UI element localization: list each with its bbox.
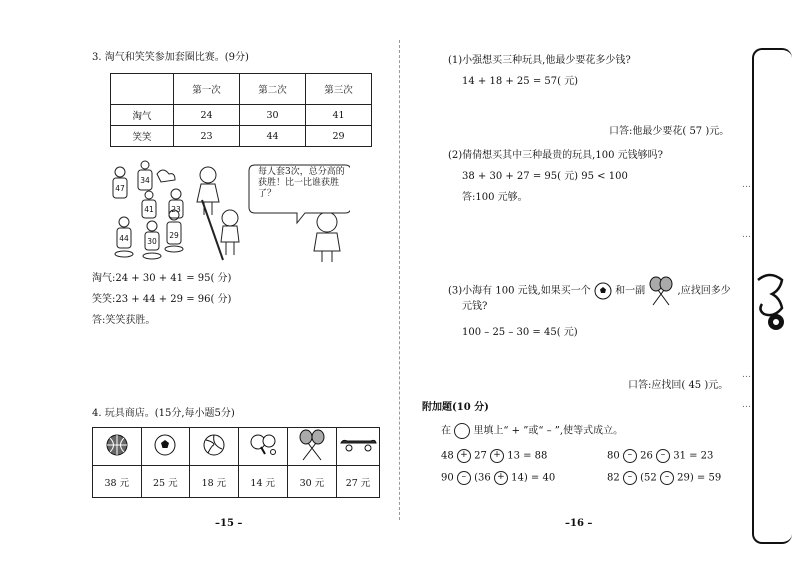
operator-circle[interactable]: – — [656, 449, 670, 463]
q3-question-part: 和一副 — [615, 285, 646, 297]
bottle-number: 41 — [144, 205, 154, 214]
operand: (36 — [474, 472, 491, 484]
bonus-instruction-part: 里填上“ + ”或“ – ”,使等式成立。 — [473, 425, 624, 437]
page-divider — [399, 40, 401, 520]
bottle-number: 29 — [169, 231, 179, 240]
table-cell: 41 — [306, 105, 372, 126]
bottle-number: 23 — [171, 205, 181, 214]
table-header: 第二次 — [240, 74, 306, 105]
bottle-number: 34 — [140, 176, 150, 185]
operand: 27 — [474, 450, 487, 462]
bonus-instruction-part: 在 — [441, 425, 451, 437]
operator-circle[interactable]: – — [457, 471, 471, 485]
table-cell: 23 — [174, 126, 240, 147]
equation-1 — [441, 449, 547, 463]
operator-circle[interactable]: + — [494, 471, 508, 485]
operand: 31 = 23 — [673, 450, 714, 462]
toy-cell — [190, 428, 239, 466]
operand: (52 — [640, 472, 657, 484]
toy-price: 14 元 — [238, 466, 287, 498]
sidebar-dot: … — [742, 400, 751, 410]
q3-question-part: (3)小海有 100 元钱,如果买一个 — [448, 285, 591, 297]
table-cell: 30 — [240, 105, 306, 126]
toy-price: 25 元 — [141, 466, 190, 498]
equation-2 — [607, 449, 713, 463]
operand: 80 — [607, 450, 620, 462]
toy-cell — [93, 428, 142, 466]
table-cell: 24 — [174, 105, 240, 126]
equation-4 — [607, 471, 721, 485]
soccer-ball-icon — [594, 282, 612, 300]
toy-price: 38 元 — [93, 466, 142, 498]
q3-question-cont: 元钱? — [462, 301, 488, 312]
operand: 26 — [640, 450, 653, 462]
toy-cell — [141, 428, 190, 466]
badminton-racket-icon — [297, 429, 327, 461]
q3-title: 3. 淘气和笑笑参加套圈比赛。(9分) — [92, 52, 249, 63]
speech-bubble-text: 每人套3次，总分高的获胜！比一比谁获胜了？ — [258, 167, 345, 199]
q2-answer: 答:100 元够。 — [462, 192, 528, 203]
sidebar-dot: … — [742, 230, 751, 240]
sidebar-dot: … — [742, 180, 751, 190]
row-label: 淘气 — [111, 105, 174, 126]
operator-circle[interactable]: + — [490, 449, 504, 463]
table-header: 第三次 — [306, 74, 372, 105]
toy-cell — [238, 428, 287, 466]
bonus-title: 附加题(10 分) — [422, 402, 489, 413]
equation-3 — [441, 471, 555, 485]
q1-answer: 口答:他最少要花( 57 )元。 — [609, 126, 730, 137]
bonus-instruction — [441, 423, 623, 439]
q3-work: 100 – 25 – 30 = 45( 元) — [462, 327, 578, 338]
q2-work: 38 + 30 + 27 = 95( 元) 95 < 100 — [462, 171, 628, 182]
bottle-number: 47 — [115, 184, 125, 193]
toy-cell — [287, 428, 336, 466]
blank-circle — [454, 423, 470, 439]
page-number-right: –16 – — [565, 518, 593, 529]
operator-circle[interactable]: – — [623, 471, 637, 485]
toy-price: 30 元 — [287, 466, 336, 498]
table-corner — [111, 74, 174, 105]
table-cell: 29 — [306, 126, 372, 147]
operand: 14) = 40 — [511, 472, 556, 484]
toy-shop-table — [92, 427, 380, 498]
operator-circle[interactable]: – — [623, 449, 637, 463]
badminton-racket-icon — [648, 276, 674, 306]
table-cell: 44 — [240, 126, 306, 147]
toy-cell — [337, 428, 380, 466]
table-header: 第一次 — [174, 74, 240, 105]
answer-taoqi: 淘气:24 + 30 + 41 = 95( 分) — [92, 273, 232, 284]
operator-circle[interactable]: + — [457, 449, 471, 463]
toy-price: 27 元 — [337, 466, 380, 498]
operand: 13 = 88 — [507, 450, 548, 462]
score-table — [110, 73, 372, 147]
skateboard-icon — [338, 435, 378, 455]
q1-work: 14 + 18 + 25 = 57( 元) — [462, 76, 579, 87]
sidebar-dot: … — [742, 370, 751, 380]
operator-circle[interactable]: – — [660, 471, 674, 485]
volleyball-icon — [202, 433, 226, 457]
bottle-number: 30 — [147, 237, 157, 246]
brand-logo-icon — [754, 270, 788, 340]
q1-question: (1)小强想买三种玩具,他最少要花多少钱? — [448, 55, 631, 66]
operand: 29) = 59 — [677, 472, 722, 484]
basketball-icon — [105, 433, 129, 457]
q3-answer: 口答:应找回( 45 )元。 — [628, 380, 729, 391]
toy-price: 18 元 — [190, 466, 239, 498]
operand: 82 — [607, 472, 620, 484]
bottle-number: 44 — [119, 234, 129, 243]
row-label: 笑笑 — [111, 126, 174, 147]
operand: 48 — [441, 450, 454, 462]
soccer-ball-icon — [153, 433, 177, 457]
ping-pong-paddle-icon — [248, 433, 278, 457]
q4-title: 4. 玩具商店。(15分,每小题5分) — [92, 408, 235, 419]
page-number-left: –15 – — [215, 518, 243, 529]
q3-question — [448, 276, 731, 306]
q3-question-part: ,应找回多少 — [677, 285, 731, 297]
operand: 90 — [441, 472, 454, 484]
q2-question: (2)倩倩想买其中三种最贵的玩具,100 元钱够吗? — [448, 150, 663, 161]
answer-conclusion: 答:笑笑获胜。 — [92, 315, 156, 326]
answer-xiaoxiao: 笑笑:23 + 44 + 29 = 96( 分) — [92, 294, 232, 305]
